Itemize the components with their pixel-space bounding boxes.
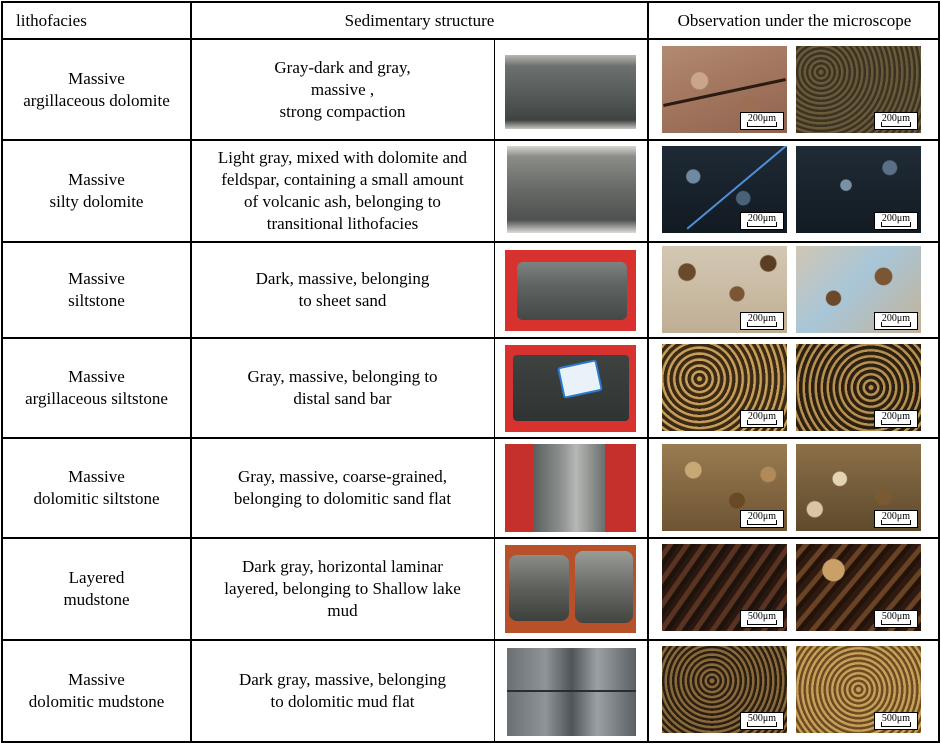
scale-bar-6-left: 500μm bbox=[740, 610, 784, 628]
row-1-desc-line: Gray-dark and gray, bbox=[274, 57, 411, 77]
row-6-name-line: mudstone bbox=[63, 590, 130, 609]
header-lithofacies bbox=[2, 2, 191, 39]
scale-bar-2-left: 200μm bbox=[740, 212, 784, 230]
row-divider bbox=[1, 241, 940, 243]
header-microscope-text: Observation under the microscope bbox=[677, 10, 912, 30]
row-7-name-line: Massive bbox=[68, 670, 125, 689]
scale-bar-3-left: 200μm bbox=[740, 312, 784, 330]
row-1-name-line: Massive bbox=[68, 68, 125, 88]
scale-bar-5-left: 200μm bbox=[740, 510, 784, 528]
row-divider bbox=[1, 337, 940, 339]
row-divider bbox=[1, 139, 940, 141]
micro-photo-6-left bbox=[662, 544, 787, 631]
row-divider bbox=[1, 639, 940, 641]
row-6-desc-line: mud bbox=[327, 601, 358, 620]
row-1-name bbox=[2, 39, 191, 140]
table-border-bottom bbox=[1, 741, 940, 743]
header-structure-text: Sedimentary structure bbox=[344, 10, 495, 30]
scale-bar-3-right: 200μm bbox=[874, 312, 918, 330]
scale-bar-2-right: 200μm bbox=[874, 212, 918, 230]
row-2-desc-line: transitional lithofacies bbox=[266, 214, 419, 233]
row-1-desc-line: strong compaction bbox=[279, 101, 406, 121]
row-6-name-line: Layered bbox=[68, 568, 125, 587]
micro-photo-5-right bbox=[796, 444, 921, 531]
micro-photo-3-left bbox=[662, 246, 787, 333]
micro-photo-5-left bbox=[662, 444, 787, 531]
row-7-name bbox=[2, 640, 191, 742]
table-border-right bbox=[938, 1, 940, 743]
header-structure bbox=[191, 2, 648, 39]
header-microscope bbox=[648, 2, 941, 39]
core-photo-2 bbox=[507, 146, 636, 233]
row-4-desc-line: distal sand bar bbox=[293, 389, 392, 408]
row-5-desc-line: Gray, massive, coarse-grained, bbox=[238, 467, 447, 486]
table-border-top bbox=[1, 1, 940, 3]
micro-photo-2-left bbox=[662, 146, 787, 233]
micro-photo-4-left bbox=[662, 344, 787, 431]
row-5-desc bbox=[191, 438, 494, 538]
row-1-desc bbox=[191, 39, 494, 140]
row-2-desc-line: feldspar, containing a small amount bbox=[221, 170, 464, 189]
row-5-name-line: Massive bbox=[68, 467, 125, 486]
micro-photo-6-right bbox=[796, 544, 921, 631]
row-7-desc-line: to dolomitic mud flat bbox=[270, 692, 415, 711]
row-5-desc-line: belonging to dolomitic sand flat bbox=[233, 489, 452, 508]
row-3-name-line: siltstone bbox=[68, 291, 125, 310]
row-3-name bbox=[2, 242, 191, 338]
core-photo-3 bbox=[505, 250, 636, 331]
row-7-name-line: dolomitic mudstone bbox=[28, 692, 165, 711]
scale-bar-1-right: 200μm bbox=[874, 112, 918, 130]
header-lithofacies-text: lithofacies bbox=[16, 10, 87, 30]
scale-bar-4-right: 200μm bbox=[874, 410, 918, 428]
row-divider bbox=[1, 537, 940, 539]
column-divider bbox=[190, 1, 192, 743]
micro-photo-7-left bbox=[662, 646, 787, 733]
row-6-name bbox=[2, 538, 191, 640]
core-photo-5 bbox=[505, 444, 636, 532]
table-border-left bbox=[1, 1, 3, 743]
row-3-desc bbox=[191, 242, 494, 338]
scale-bar-6-right: 500μm bbox=[874, 610, 918, 628]
micro-photo-1-left bbox=[662, 46, 787, 133]
row-4-name bbox=[2, 338, 191, 438]
row-1-name-line: argillaceous dolomite bbox=[23, 90, 170, 110]
core-photo-7 bbox=[507, 648, 636, 736]
row-2-name-line: silty dolomite bbox=[49, 192, 144, 211]
core-photo-1 bbox=[505, 55, 636, 129]
row-4-desc-line: Gray, massive, belonging to bbox=[247, 367, 438, 386]
row-2-name-line: Massive bbox=[68, 170, 125, 189]
row-4-desc bbox=[191, 338, 494, 438]
row-2-desc bbox=[191, 140, 494, 242]
row-4-name-line: argillaceous siltstone bbox=[25, 389, 168, 408]
row-4-name-line: Massive bbox=[68, 367, 125, 386]
row-5-name-line: dolomitic siltstone bbox=[33, 489, 160, 508]
micro-photo-7-right bbox=[796, 646, 921, 733]
row-2-name bbox=[2, 140, 191, 242]
row-6-desc-line: Dark gray, horizontal laminar bbox=[242, 557, 443, 576]
scale-bar-1-left: 200μm bbox=[740, 112, 784, 130]
row-6-desc-line: layered, belonging to Shallow lake bbox=[224, 579, 461, 598]
scale-bar-4-left: 200μm bbox=[740, 410, 784, 428]
row-2-desc-line: of volcanic ash, belonging to bbox=[244, 192, 441, 211]
scale-bar-5-right: 200μm bbox=[874, 510, 918, 528]
column-divider bbox=[647, 1, 649, 743]
column-divider bbox=[494, 39, 495, 743]
row-3-desc-line: Dark, massive, belonging bbox=[255, 269, 430, 288]
row-6-desc bbox=[191, 538, 494, 640]
row-3-name-line: Massive bbox=[68, 269, 125, 288]
micro-photo-2-right bbox=[796, 146, 921, 233]
row-3-desc-line: to sheet sand bbox=[298, 291, 387, 310]
row-1-desc-line: massive , bbox=[310, 79, 375, 99]
scale-bar-7-left: 500μm bbox=[740, 712, 784, 730]
core-photo-6 bbox=[505, 545, 636, 633]
micro-photo-3-right bbox=[796, 246, 921, 333]
row-7-desc bbox=[191, 640, 494, 742]
row-divider bbox=[1, 38, 940, 40]
core-photo-4 bbox=[505, 345, 636, 432]
micro-photo-4-right bbox=[796, 344, 921, 431]
row-2-desc-line: Light gray, mixed with dolomite and bbox=[217, 148, 468, 167]
micro-photo-1-right bbox=[796, 46, 921, 133]
scale-bar-7-right: 500μm bbox=[874, 712, 918, 730]
row-5-name bbox=[2, 438, 191, 538]
row-divider bbox=[1, 437, 940, 439]
row-7-desc-line: Dark gray, massive, belonging bbox=[238, 670, 447, 689]
